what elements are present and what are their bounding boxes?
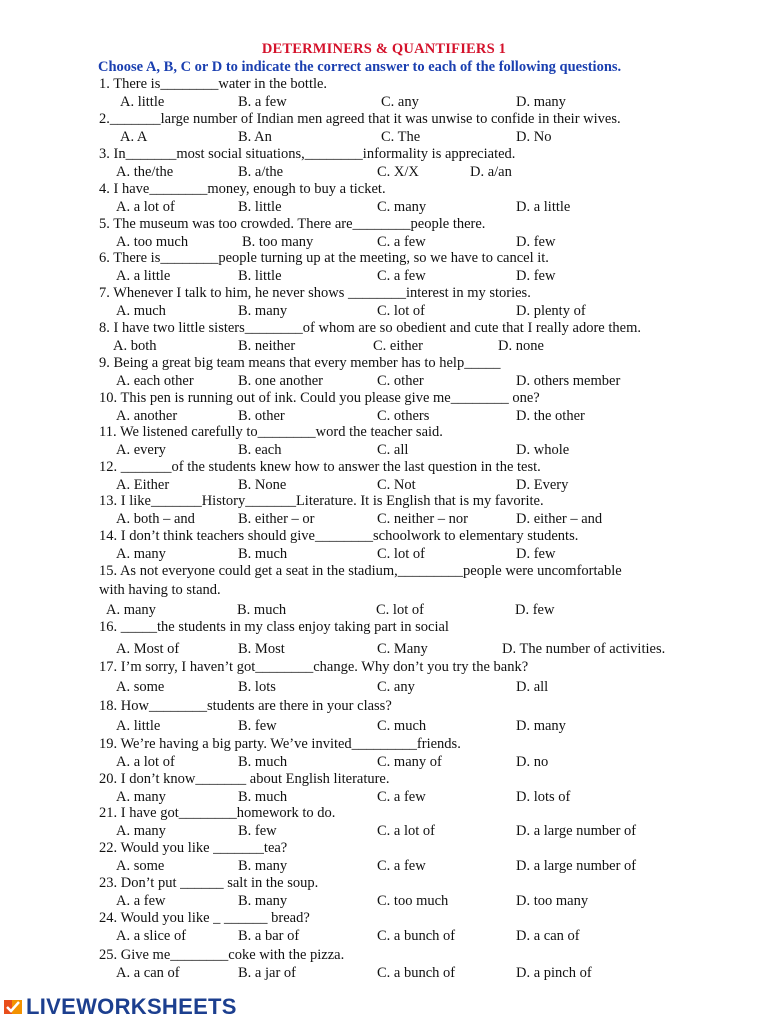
question-7-text: 7. Whenever I talk to him, he never shows ________interest in my stories. [99, 285, 531, 301]
question-13-text: 13. I like_______History_______Literature. It is English that is my favorite. [99, 493, 544, 509]
liveworksheets-logo-text: LIVEWORKSHEETS [26, 994, 237, 1019]
question-12-option-d[interactable]: D. Every [516, 477, 569, 493]
question-4-option-d[interactable]: D. a little [516, 199, 571, 215]
question-7-option-a[interactable]: A. much [116, 303, 166, 319]
question-24-text: 24. Would you like _ ______ bread? [99, 910, 310, 926]
question-9-option-d[interactable]: D. others member [516, 373, 621, 389]
question-3-text: 3. In_______most social situations,________informality is appreciated. [99, 146, 516, 162]
question-10-text: 10. This pen is running out of ink. Could you please give me________ one? [99, 390, 540, 406]
question-18-option-a[interactable]: A. little [116, 718, 161, 734]
question-19-option-a[interactable]: A. a lot of [116, 754, 175, 770]
question-19-option-b[interactable]: B. much [238, 754, 288, 770]
question-7-option-c[interactable]: C. lot of [377, 303, 425, 319]
question-23-option-d[interactable]: D. too many [516, 893, 589, 909]
question-10-option-d[interactable]: D. the other [516, 408, 585, 424]
question-2-option-a[interactable]: A. A [120, 129, 148, 145]
question-20-option-c[interactable]: C. a few [377, 789, 426, 805]
question-10-option-b[interactable]: B. other [238, 408, 285, 424]
question-6-option-b[interactable]: B. little [238, 268, 282, 284]
question-2-option-d[interactable]: D. No [516, 129, 552, 145]
question-21-option-b[interactable]: B. few [238, 823, 277, 839]
question-8-option-b[interactable]: B. neither [238, 338, 296, 354]
question-10-option-a[interactable]: A. another [116, 408, 178, 424]
question-25-option-c[interactable]: C. a bunch of [377, 965, 456, 981]
question-5-option-b[interactable]: B. too many [242, 234, 314, 250]
question-4-option-c[interactable]: C. many [377, 199, 427, 215]
question-18-option-c[interactable]: C. much [377, 718, 427, 734]
question-11-option-d[interactable]: D. whole [516, 442, 570, 458]
question-8-option-c[interactable]: C. either [373, 338, 423, 354]
question-9-option-b[interactable]: B. one another [238, 373, 323, 389]
question-12-option-c[interactable]: C. Not [377, 477, 416, 493]
question-21-option-d[interactable]: D. a large number of [516, 823, 637, 839]
question-9-option-a[interactable]: A. each other [116, 373, 194, 389]
question-16-option-d[interactable]: D. The number of activities. [502, 641, 666, 657]
question-3-option-a[interactable]: A. the/the [116, 164, 174, 180]
question-14-option-d[interactable]: D. few [516, 546, 556, 562]
question-22-option-c[interactable]: C. a few [377, 858, 426, 874]
liveworksheets-logo-icon [3, 997, 23, 1017]
question-3-option-d[interactable]: D. a/an [470, 164, 512, 180]
question-1-option-a[interactable]: A. little [120, 94, 165, 110]
question-21-option-a[interactable]: A. many [116, 823, 166, 839]
question-23-option-b[interactable]: B. many [238, 893, 288, 909]
question-4-option-b[interactable]: B. little [238, 199, 282, 215]
question-16-option-b[interactable]: B. Most [238, 641, 285, 657]
question-6-option-c[interactable]: C. a few [377, 268, 426, 284]
question-1-option-d[interactable]: D. many [516, 94, 566, 110]
question-10-option-c[interactable]: C. others [377, 408, 430, 424]
question-24-option-c[interactable]: C. a bunch of [377, 928, 456, 944]
question-13-option-b[interactable]: B. either – or [238, 511, 315, 527]
question-19-option-d[interactable]: D. no [516, 754, 549, 770]
question-22-text: 22. Would you like _______tea? [99, 840, 288, 856]
question-19-option-c[interactable]: C. many of [377, 754, 442, 770]
question-6-option-a[interactable]: A. a little [116, 268, 171, 284]
question-23-text: 23. Don’t put ______ salt in the soup. [99, 875, 319, 891]
question-2-text: 2._______large number of Indian men agreed that it was unwise to confide in their wives. [99, 111, 621, 127]
question-17-option-b[interactable]: B. lots [238, 679, 276, 695]
worksheet-instruction: Choose A, B, C or D to indicate the correct answer to each of the following questions. [98, 59, 622, 75]
question-5-text: 5. The museum was too crowded. There are________people there. [99, 216, 486, 232]
question-13-option-a[interactable]: A. both – and [116, 511, 195, 527]
question-23-option-c[interactable]: C. too much [377, 893, 449, 909]
question-8-text: 8. I have two little sisters________of whom are so obedient and cute that I really adore them. [99, 320, 641, 336]
question-13-option-c[interactable]: C. neither – nor [377, 511, 469, 527]
question-25-option-d[interactable]: D. a pinch of [516, 965, 592, 981]
question-19-text: 19. We’re having a big party. We’ve invited_________friends. [99, 736, 461, 752]
question-1-option-b[interactable]: B. a few [238, 94, 287, 110]
question-21-text: 21. I have got________homework to do. [99, 805, 336, 821]
question-7-option-b[interactable]: B. many [238, 303, 288, 319]
question-11-option-a[interactable]: A. every [116, 442, 166, 458]
question-2-option-c[interactable]: C. The [381, 129, 421, 145]
question-8-option-a[interactable]: A. both [113, 338, 157, 354]
question-11-option-b[interactable]: B. each [238, 442, 282, 458]
question-15-option-b[interactable]: B. much [237, 602, 287, 618]
worksheet-title: DETERMINERS & QUANTIFIERS 1 [261, 41, 507, 57]
question-20-option-b[interactable]: B. much [238, 789, 288, 805]
question-24-option-a[interactable]: A. a slice of [116, 928, 187, 944]
question-17-option-c[interactable]: C. any [377, 679, 415, 695]
question-14-text: 14. I don’t think teachers should give________schoolwork to elementary students. [99, 528, 579, 544]
question-15-option-d[interactable]: D. few [515, 602, 555, 618]
question-14-option-b[interactable]: B. much [238, 546, 288, 562]
question-12-option-a[interactable]: A. Either [116, 477, 170, 493]
question-24-option-b[interactable]: B. a bar of [238, 928, 300, 944]
question-22-option-d[interactable]: D. a large number of [516, 858, 637, 874]
question-5-option-c[interactable]: C. a few [377, 234, 426, 250]
question-21-option-c[interactable]: C. a lot of [377, 823, 435, 839]
question-13-option-d[interactable]: D. either – and [516, 511, 603, 527]
question-1-option-c[interactable]: C. any [381, 94, 419, 110]
question-3-option-b[interactable]: B. a/the [238, 164, 284, 180]
question-11-text: 11. We listened carefully to________word the teacher said. [99, 424, 443, 440]
question-12-text: 12. _______of the students knew how to answer the last question in the test. [99, 459, 541, 475]
question-6-text: 6. There is________people turning up at the meeting, so we have to cancel it. [99, 250, 549, 266]
question-25-option-a[interactable]: A. a can of [116, 965, 180, 981]
question-15-option-a[interactable]: A. many [106, 602, 156, 618]
question-8-option-d[interactable]: D. none [498, 338, 544, 354]
question-7-option-d[interactable]: D. plenty of [516, 303, 586, 319]
question-22-option-b[interactable]: B. many [238, 858, 288, 874]
question-18-text: 18. How________students are there in your class? [99, 698, 392, 714]
question-2-option-b[interactable]: B. An [238, 129, 272, 145]
question-24-option-d[interactable]: D. a can of [516, 928, 580, 944]
question-16-text: 16. _____the students in my class enjoy taking part in social [99, 619, 449, 635]
question-4-option-a[interactable]: A. a lot of [116, 199, 175, 215]
question-11-option-c[interactable]: C. all [377, 442, 409, 458]
question-15-option-c[interactable]: C. lot of [376, 602, 424, 618]
question-22-option-a[interactable]: A. some [116, 858, 165, 874]
question-16-option-c[interactable]: C. Many [377, 641, 428, 657]
question-14-option-c[interactable]: C. lot of [377, 546, 425, 562]
question-18-option-d[interactable]: D. many [516, 718, 566, 734]
question-5-option-a[interactable]: A. too much [116, 234, 189, 250]
question-18-option-b[interactable]: B. few [238, 718, 277, 734]
question-20-option-a[interactable]: A. many [116, 789, 166, 805]
question-14-option-a[interactable]: A. many [116, 546, 166, 562]
question-17-text: 17. I’m sorry, I haven’t got________change. Why don’t you try the bank? [99, 659, 529, 675]
question-6-option-d[interactable]: D. few [516, 268, 556, 284]
question-17-option-d[interactable]: D. all [516, 679, 549, 695]
question-9-text: 9. Being a great big team means that every member has to help_____ [99, 355, 501, 371]
question-16-option-a[interactable]: A. Most of [116, 641, 180, 657]
question-5-option-d[interactable]: D. few [516, 234, 556, 250]
question-3-option-c[interactable]: C. X/X [377, 164, 419, 180]
question-9-option-c[interactable]: C. other [377, 373, 424, 389]
question-20-option-d[interactable]: D. lots of [516, 789, 571, 805]
question-20-text: 20. I don’t know_______ about English literature. [99, 771, 390, 787]
question-25-option-b[interactable]: B. a jar of [238, 965, 296, 981]
question-4-text: 4. I have________money, enough to buy a ticket. [99, 181, 386, 197]
footer-brand [0, 994, 768, 1024]
question-25-text: 25. Give me________coke with the pizza. [99, 947, 345, 963]
question-23-option-a[interactable]: A. a few [116, 893, 166, 909]
question-1-text: 1. There is________water in the bottle. [99, 76, 328, 92]
question-15-text: 15. As not everyone could get a seat in the stadium,_________people were uncomfortable [99, 563, 622, 579]
question-17-option-a[interactable]: A. some [116, 679, 165, 695]
question-12-option-b[interactable]: B. None [238, 477, 287, 493]
question-15-text-line2: with having to stand. [99, 582, 221, 598]
